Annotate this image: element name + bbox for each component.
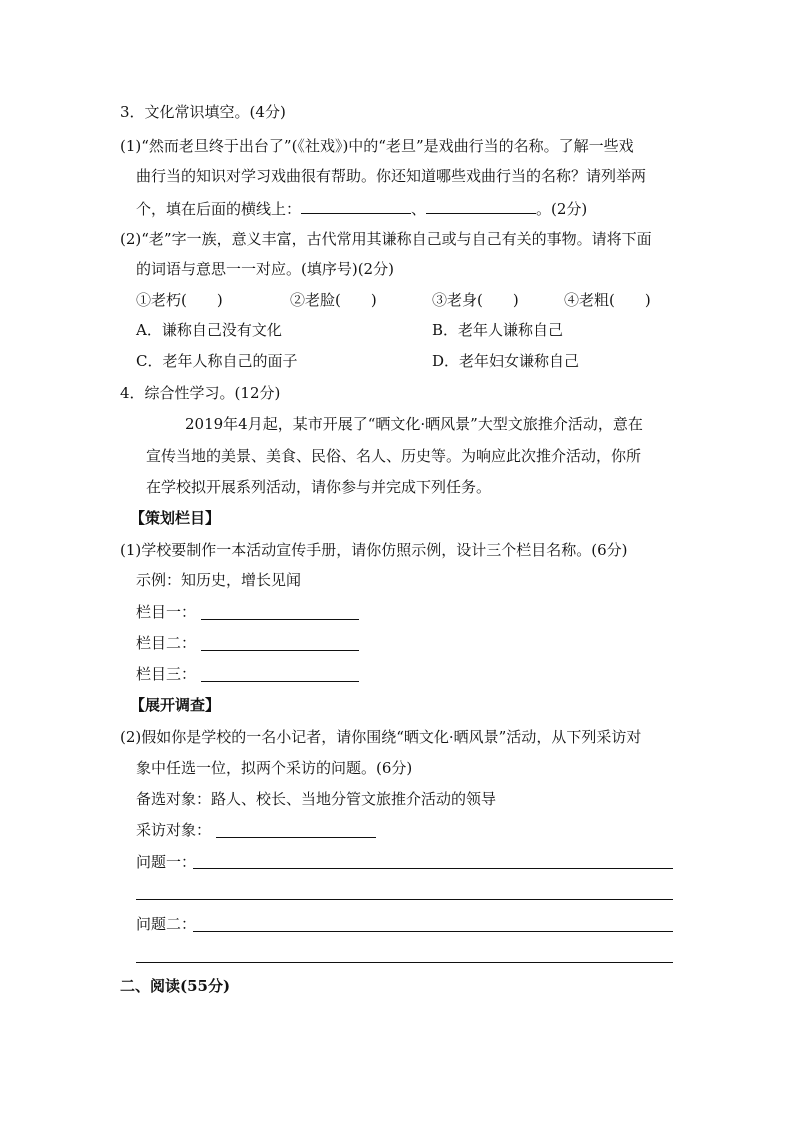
column-3-answer-line[interactable]	[201, 681, 359, 682]
candidate-list: 备选对象：路人、校长、当地分管文旅推介活动的领导	[136, 790, 497, 808]
column-2-label: 栏目二：	[136, 634, 197, 652]
q3-part1-line2: 曲行当的知识对学习戏曲很有帮助。你还知道哪些戏曲行当的名称？请列举两	[136, 167, 647, 185]
column-3-label: 栏目三：	[136, 665, 197, 683]
question-2-answer-line[interactable]	[193, 931, 673, 932]
answer-blank-2[interactable]	[426, 197, 536, 214]
word-item-2[interactable]: ②老脸( )	[290, 291, 377, 309]
word-item-4[interactable]: ④老粗( )	[564, 291, 651, 309]
interview-target-label: 采访对象：	[136, 821, 212, 839]
q4-intro-line3: 在学校拟开展系列活动，请你参与并完成下列任务。	[146, 478, 492, 496]
q4-heading: 4．综合性学习。(12分)	[120, 384, 281, 402]
q4-intro-line1: 2019年4月起，某市开展了“晒文化·晒风景”大型文旅推介活动，意在	[185, 415, 643, 433]
option-c: C．老年人称自己的面子	[136, 352, 298, 370]
section-investigation: 【展开调查】	[130, 696, 221, 714]
separator: 、	[411, 200, 427, 218]
q3-part1-score: 。(2分)	[536, 200, 588, 218]
option-d: D．老年妇女谦称自己	[432, 352, 580, 370]
q4-part2-line2: 象中任选一位，拟两个采访的问题。(6分)	[136, 759, 413, 777]
question-2-label: 问题二：	[136, 915, 197, 933]
interview-target-line[interactable]	[216, 837, 376, 838]
column-2-answer-line[interactable]	[201, 650, 359, 651]
answer-blank-1[interactable]	[301, 197, 411, 214]
question-1-answer-line[interactable]	[193, 868, 673, 869]
option-a: A．谦称自己没有文化	[136, 321, 282, 339]
q3-part1-line1: (1)“然而老旦终于出台了”(《社戏》)中的“老旦”是戏曲行当的名称。了解一些戏	[120, 137, 634, 155]
q3-part2-line1: (2)“老”字一族，意义丰富，古代常用其谦称自己或与自己有关的事物。请将下面	[120, 230, 652, 248]
question-2-answer-line-2[interactable]	[136, 962, 673, 963]
part-2-heading: 二、阅读(55分)	[120, 977, 231, 995]
question-1-label: 问题一：	[136, 853, 197, 871]
option-b: B．老年人谦称自己	[432, 321, 564, 339]
word-item-1[interactable]: ①老朽( )	[136, 291, 223, 309]
q3-part1-line3-text: 个，填在后面的横线上：	[136, 200, 302, 218]
q4-intro-line2: 宣传当地的美景、美食、民俗、名人、历史等。为响应此次推介活动，你所	[146, 447, 642, 465]
column-1-label: 栏目一：	[136, 603, 197, 621]
q3-part1-line3	[136, 197, 587, 219]
q4-part1-question: (1)学校要制作一本活动宣传手册，请你仿照示例，设计三个栏目名称。(6分)	[120, 541, 628, 559]
question-1-answer-line-2[interactable]	[136, 899, 673, 900]
q3-part2-line2: 的词语与意思一一对应。(填序号)(2分)	[136, 260, 394, 278]
column-1-answer-line[interactable]	[201, 619, 359, 620]
q4-part2-line1: (2)假如你是学校的一名小记者，请你围绕“晒文化·晒风景”活动，从下列采访对	[120, 728, 642, 746]
q3-heading: 3．文化常识填空。(4分)	[120, 103, 286, 121]
q4-part1-example: 示例：知历史，增长见闻	[136, 571, 302, 589]
word-item-3[interactable]: ③老身( )	[432, 291, 519, 309]
section-plan-columns: 【策划栏目】	[130, 509, 221, 527]
